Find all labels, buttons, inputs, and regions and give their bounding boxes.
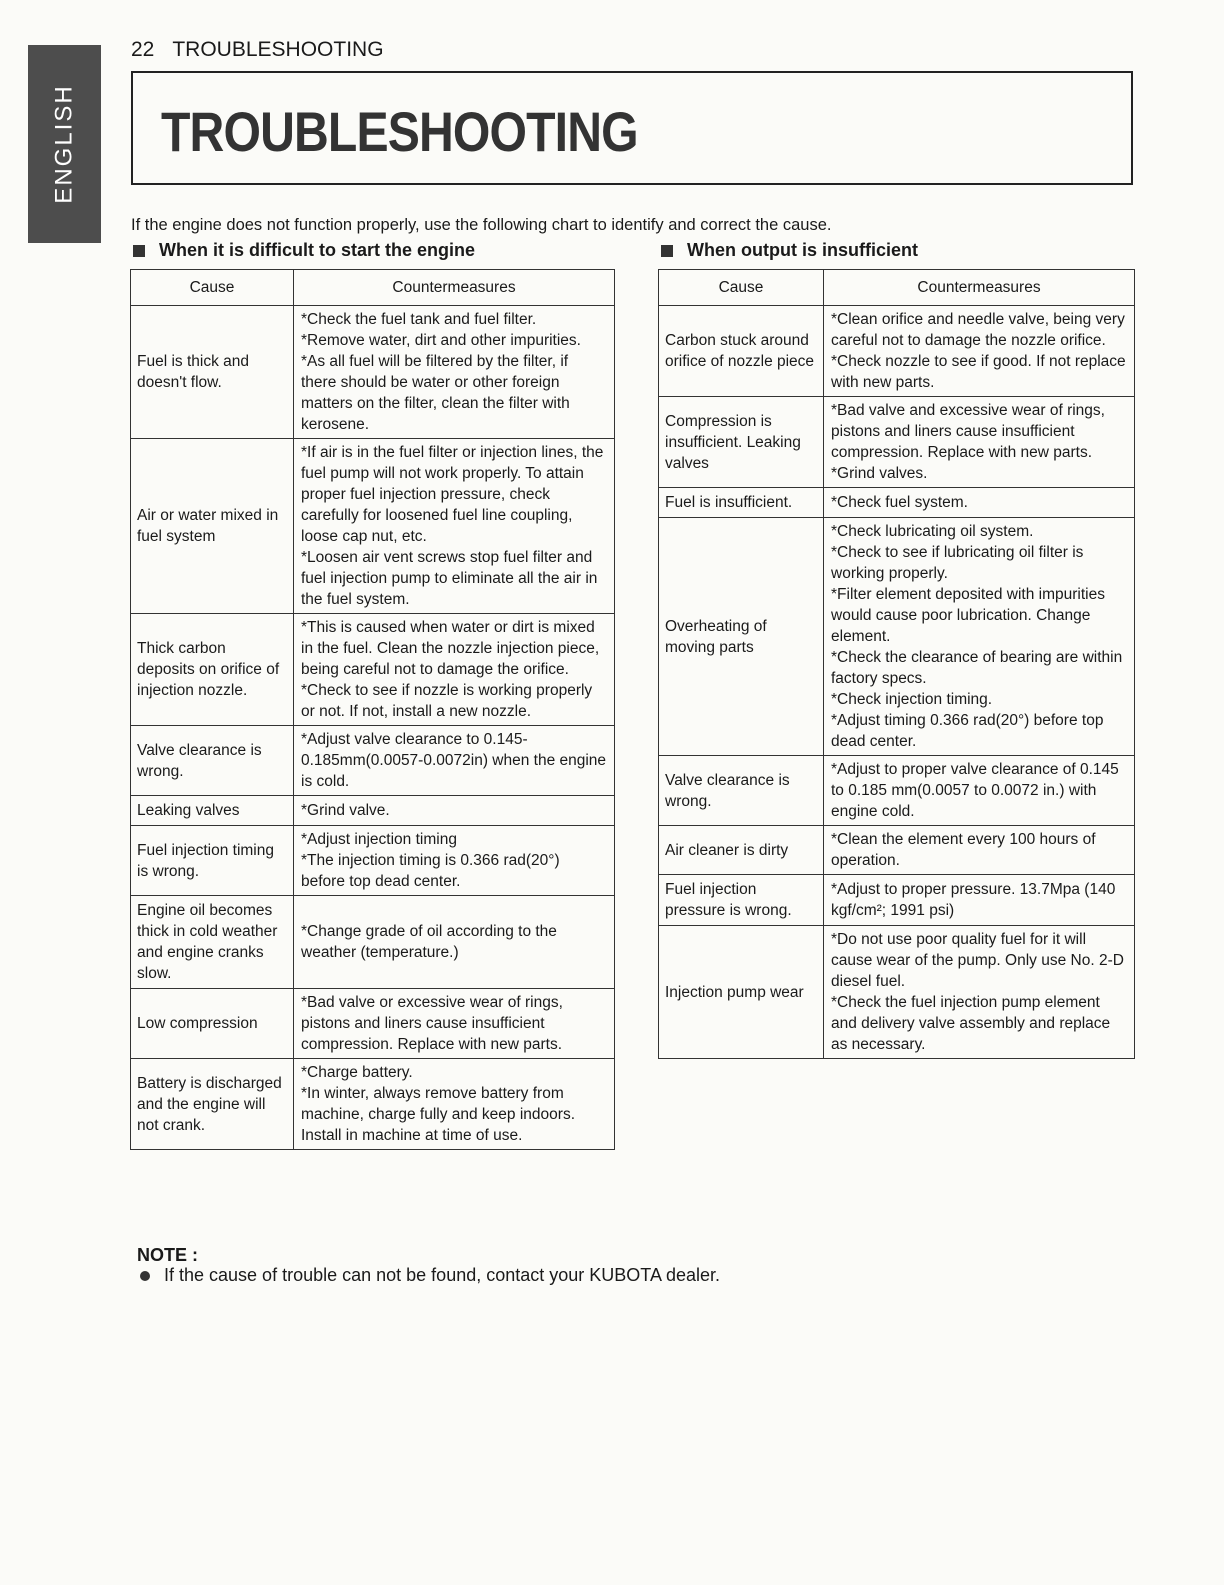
table-row [659,756,1135,826]
countermeasure-item: *Remove water, dirt and other impurities. [301,332,581,349]
page-header [131,38,384,62]
language-tab [28,45,101,243]
table-row [659,826,1135,875]
right-section-title: When output is insufficient [687,240,918,260]
table-row [131,614,615,726]
cause-cell: Valve clearance is wrong. [131,726,294,796]
table-row [131,896,615,989]
countermeasure-item: *Bad valve or excessive wear of rings, pistons and liners cause insufficient compression. Replace with new parts. [301,994,563,1053]
cause-cell: Valve clearance is wrong. [659,756,824,826]
table-row [131,796,615,826]
countermeasure-item: *Charge battery. [301,1064,413,1081]
countermeasure-item: *Check the fuel tank and fuel filter. [301,311,537,328]
countermeasure-item: *Bad valve and excessive wear of rings, pistons and liners cause insufficient compression. Replace with new parts. [831,402,1105,461]
bullet-icon [140,1271,150,1281]
countermeasures-cell [824,397,1135,488]
cause-cell: Thick carbon deposits on orifice of injection nozzle. [131,614,294,726]
cause-cell: Fuel is insufficient. [659,488,824,518]
table-row [131,306,615,439]
page-number: 22 [131,38,155,61]
countermeasure-item: *Grind valve. [301,802,390,819]
right-troubleshooting-table [658,269,1135,1059]
countermeasure-item: *This is caused when water or dirt is mixed in the fuel. Clean the nozzle injection piece, being careful not to damage the orifice. [301,619,600,678]
note [140,1265,720,1286]
countermeasures-cell [824,926,1135,1059]
countermeasures-cell [294,306,615,439]
countermeasures-cell [824,826,1135,875]
countermeasure-item: *Clean orifice and needle valve, being very careful not to damage the nozzle orifice. [831,311,1125,349]
countermeasure-item: *Do not use poor quality fuel for it will cause wear of the pump. Only use No. 2-D diesel fuel. [831,931,1124,990]
table-row [659,875,1135,926]
cause-cell: Overheating of moving parts [659,518,824,756]
countermeasure-item: *Check to see if lubricating oil filter is working properly. [831,544,1084,582]
countermeasures-cell [294,1059,615,1150]
title-box [131,71,1133,185]
intro-text: If the engine does not function properly, use the following chart to identify and correct the cause. [131,216,832,234]
countermeasures-cell [824,875,1135,926]
table-row [659,518,1135,756]
cause-cell: Leaking valves [131,796,294,826]
countermeasure-item: *Filter element deposited with impurities would cause poor lubrication. Change element. [831,586,1105,645]
cause-cell: Air or water mixed in fuel system [131,439,294,614]
page-title: TROUBLESHOOTING [161,100,638,163]
column-header-cause: Cause [131,270,294,306]
table-row [131,726,615,796]
countermeasure-item: *Adjust to proper pressure. 13.7Mpa (140 kgf/cm²; 1991 psi) [831,881,1116,919]
countermeasure-item: *Check fuel system. [831,494,968,511]
cause-cell: Fuel injection pressure is wrong. [659,875,824,926]
countermeasures-cell [824,518,1135,756]
countermeasure-item: *Check to see if nozzle is working properly or not. If not, install a new nozzle. [301,682,593,720]
left-troubleshooting-table [130,269,615,1150]
countermeasure-item: *Adjust valve clearance to 0.145-0.185mm(0.0057-0.0072in) when the engine is cold. [301,731,607,790]
countermeasure-item: *As all fuel will be filtered by the filter, if there should be water or other foreign matters on the filter, clean the filter with kerosene. [301,353,570,433]
table-row [131,826,615,896]
left-section-title: When it is difficult to start the engine [159,240,476,260]
column-header-countermeasures: Countermeasures [294,270,615,306]
table-row [131,1059,615,1150]
countermeasures-cell [294,989,615,1059]
countermeasure-item: *Change grade of oil according to the weather (temperature.) [301,923,557,961]
countermeasure-item: *If air is in the fuel filter or injection lines, the fuel pump will not work properly. To attain proper fuel injection pressure, check carefully for loosened fuel line coupling, loose cap nut, etc. [301,444,604,545]
countermeasure-item: *Adjust injection timing [301,831,457,848]
countermeasures-cell [294,726,615,796]
cause-cell: Low compression [131,989,294,1059]
countermeasure-item: *Adjust timing 0.366 rad(20°) before top dead center. [831,712,1104,750]
countermeasure-item: *Grind valves. [831,465,928,482]
table-header-row [659,270,1135,306]
countermeasure-item: *Loosen air vent screws stop fuel filter and fuel injection pump to eliminate all the air in the fuel system. [301,549,598,608]
table-row [659,306,1135,397]
countermeasure-item: *In winter, always remove battery from machine, charge fully and keep indoors. Install in machine at time of use. [301,1085,575,1144]
table-row [131,989,615,1059]
countermeasures-cell [294,439,615,614]
note-label: NOTE : [137,1245,198,1265]
countermeasure-item: *Check injection timing. [831,691,993,708]
square-bullet-icon [133,245,145,257]
column-header-cause: Cause [659,270,824,306]
table-row [659,397,1135,488]
countermeasure-item: *The injection timing is 0.366 rad(20°) before top dead center. [301,852,560,890]
table-header-row [131,270,615,306]
note-text: If the cause of trouble can not be found, contact your KUBOTA dealer. [164,1265,721,1285]
countermeasures-cell [824,488,1135,518]
countermeasures-cell [294,896,615,989]
countermeasures-cell [824,306,1135,397]
left-section-heading [133,240,475,261]
table-row [131,439,615,614]
cause-cell: Engine oil becomes thick in cold weather and engine cranks slow. [131,896,294,989]
countermeasures-cell [294,826,615,896]
header-section: TROUBLESHOOTING [172,38,384,61]
cause-cell: Fuel is thick and doesn't flow. [131,306,294,439]
column-header-countermeasures: Countermeasures [824,270,1135,306]
right-section-heading [661,240,918,261]
countermeasures-cell [294,796,615,826]
table-row [659,488,1135,518]
cause-cell: Air cleaner is dirty [659,826,824,875]
table-row [659,926,1135,1059]
cause-cell: Carbon stuck around orifice of nozzle piece [659,306,824,397]
cause-cell: Fuel injection timing is wrong. [131,826,294,896]
countermeasure-item: *Check nozzle to see if good. If not replace with new parts. [831,353,1126,391]
language-tab-label: ENGLISH [50,84,78,204]
countermeasure-item: *Check the clearance of bearing are within factory specs. [831,649,1123,687]
cause-cell: Injection pump wear [659,926,824,1059]
countermeasure-item: *Adjust to proper valve clearance of 0.145 to 0.185 mm(0.0057 to 0.0072 in.) with engine cold. [831,761,1119,820]
countermeasure-item: *Clean the element every 100 hours of operation. [831,831,1096,869]
cause-cell: Compression is insufficient. Leaking valves [659,397,824,488]
countermeasures-cell [294,614,615,726]
countermeasure-item: *Check the fuel injection pump element and delivery valve assembly and replace as necessary. [831,994,1111,1053]
countermeasures-cell [824,756,1135,826]
cause-cell: Battery is discharged and the engine will not crank. [131,1059,294,1150]
countermeasure-item: *Check lubricating oil system. [831,523,1034,540]
square-bullet-icon [661,245,673,257]
